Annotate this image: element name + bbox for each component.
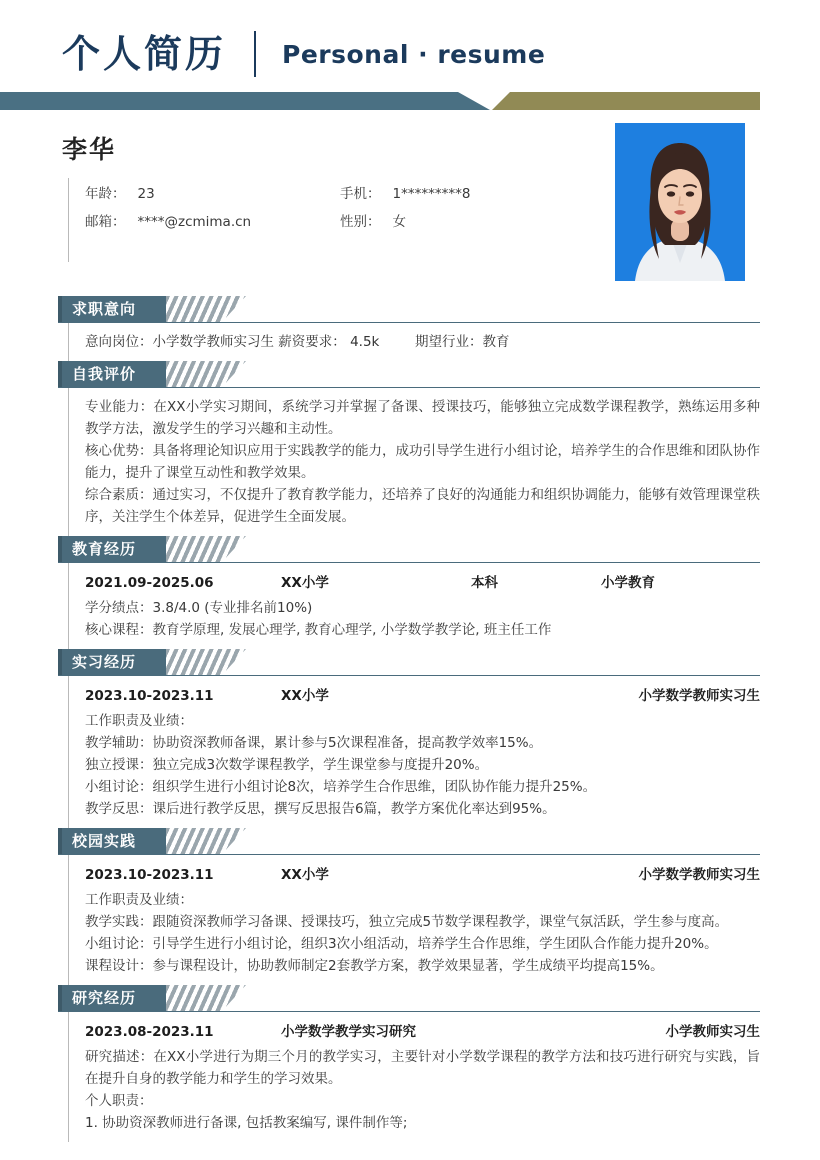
evaluation-paragraph: 核心优势：具备将理论知识应用于实践教学的能力，成功引导学生进行小组讨论，培养学生的合作思维和团队协作能力，提升了课堂互动性和教学效果。 [85,443,760,481]
internship-role: 小学数学教师实习生 [638,688,760,704]
internship-detail: 教学反思：课后进行教学反思，撰写反思报告6篇，教学方案优化率达到95%。 [85,801,556,817]
section-self-evaluation [0,361,820,536]
evaluation-paragraph: 综合素质：通过实习，不仅提升了教育教学能力，还培养了良好的沟通能力和组织协调能力，能够有效管理课堂秩序，关注学生个体差异，促进学生全面发展。 [85,487,760,525]
contact-gender-value: 女 [392,214,406,230]
contact-age [85,182,340,202]
page-title: 个人简历 [62,32,227,76]
section-body [68,855,760,985]
section-tab [58,361,166,387]
page-header [0,0,820,118]
contact-phone-label: 手机： [340,186,381,202]
section-campus-practice [0,828,820,985]
contact-row [85,206,538,234]
spacer [471,1020,666,1044]
contact-gender-label: 性别： [340,214,381,230]
section-tail-stripes-icon [166,361,246,387]
practice-detail: 工作职责及业绩： [85,892,193,908]
internship-entry-row [85,684,760,708]
education-major: 小学教育 [601,575,655,591]
practice-detail: 小组讨论：引导学生进行小组讨论，组织3次小组活动，培养学生合作思维，学生团队合作能力提升20%。 [85,936,718,952]
education-entry-row [85,571,760,595]
research-detail: 1. 协助资深教师进行备课, 包括教案编写, 课件制作等; [85,1115,408,1131]
section-education [0,536,820,649]
education-detail: 学分绩点：3.8/4.0 (专业排名前10%) [85,600,313,616]
section-header [58,828,760,854]
section-title: 研究经历 [72,988,137,1007]
research-detail: 个人职责： [85,1093,153,1109]
internship-detail: 工作职责及业绩： [85,713,193,729]
section-header [58,536,760,562]
practice-date: 2023.10-2023.11 [85,867,214,883]
contact-info-grid [68,178,538,262]
practice-org: XX小学 [281,867,329,883]
spacer [471,684,639,708]
section-header [58,296,760,322]
research-topic: 小学数学教学实习研究 [281,1024,416,1040]
section-tab [58,536,166,562]
page-subtitle: Personal · resume [282,39,546,69]
section-title: 自我评价 [72,364,137,383]
practice-detail: 课程设计：参与课程设计，协助教师制定2套教学方案，教学效果显著，学生成绩平均提高15%。 [85,958,664,974]
section-header [58,361,760,387]
practice-detail: 教学实践：跟随资深教师学习备课、授课技巧，独立完成5节数学课程教学，课堂气氛活跃，学生参与度高。 [85,914,729,930]
evaluation-paragraph: 专业能力：在XX小学实习期间，系统学习并掌握了备课、授课技巧，能够独立完成数学课程教学，熟练运用多种教学方法，激发学生的学习兴趣和主动性。 [85,399,760,437]
education-school: XX小学 [281,575,329,591]
section-tail-stripes-icon [166,649,246,675]
internship-detail: 教学辅助：协助资深教师备课，累计参与5次课程准备，提高教学效率15%。 [85,735,543,751]
internship-detail: 小组讨论：组织学生进行小组讨论8次，培养学生合作思维，团队协作能力提升25%。 [85,779,597,795]
section-body [68,323,760,361]
contact-gender [340,210,406,230]
contact-email-label: 邮箱： [85,214,126,230]
section-tail-stripes-icon [166,985,246,1011]
section-tab [58,296,166,322]
section-tab [58,828,166,854]
research-detail: 研究描述：在XX小学进行为期三个月的教学实习，主要针对小学数学课程的教学方法和技巧进行研究与实践，旨在提升自身的教学能力和学生的学习效果。 [85,1049,760,1087]
section-title: 求职意向 [72,299,137,318]
avatar [615,123,745,281]
education-detail: 核心课程：教育学原理, 发展心理学, 教育心理学, 小学数学教学论, 班主任工作 [85,622,552,638]
internship-org: XX小学 [281,688,329,704]
section-title: 校园实践 [72,831,137,850]
practice-role: 小学数学教师实习生 [638,867,760,883]
objective-row [85,331,760,353]
contact-age-value: 23 [137,186,155,202]
research-role: 小学教师实习生 [665,1024,760,1040]
section-tail-stripes-icon [166,828,246,854]
section-title: 实习经历 [72,652,137,671]
section-body [68,676,760,828]
practice-entry-row [85,863,760,887]
section-body [68,563,760,649]
contact-email-value: ****@zcmima.cn [137,214,252,230]
section-research [0,985,820,1142]
objective-position: 意向岗位：小学数学教师实习生 薪资要求： 4.5k [85,334,380,350]
spacer [471,863,639,887]
section-tab [58,985,166,1011]
internship-detail: 独立授课：独立完成3次数学课程教学，学生课堂参与度提升20%。 [85,757,489,773]
section-header [58,985,760,1011]
section-tail-stripes-icon [166,296,246,322]
research-entry-row [85,1020,760,1044]
section-job-objective [0,296,820,361]
section-body [68,1012,760,1142]
title-divider [254,31,256,77]
education-date: 2021.09-2025.06 [85,575,214,591]
banner-teal-bar [0,92,490,110]
contact-age-label: 年龄： [85,186,126,202]
contact-email [85,210,340,230]
contact-phone [340,182,470,202]
section-header [58,649,760,675]
objective-industry: 期望行业：教育 [415,334,510,350]
banner-gold-bar [492,92,760,110]
section-tab [58,649,166,675]
contact-row [85,178,538,206]
header-title-row [62,24,545,84]
education-degree: 本科 [471,575,498,591]
internship-date: 2023.10-2023.11 [85,688,214,704]
research-date: 2023.08-2023.11 [85,1024,214,1040]
candidate-name: 李华 [62,135,117,164]
section-title: 教育经历 [72,539,137,558]
section-tail-stripes-icon [166,536,246,562]
contact-phone-value: 1*********8 [392,186,471,202]
personal-info-block [0,118,820,296]
section-body [68,388,760,536]
section-internship [0,649,820,828]
